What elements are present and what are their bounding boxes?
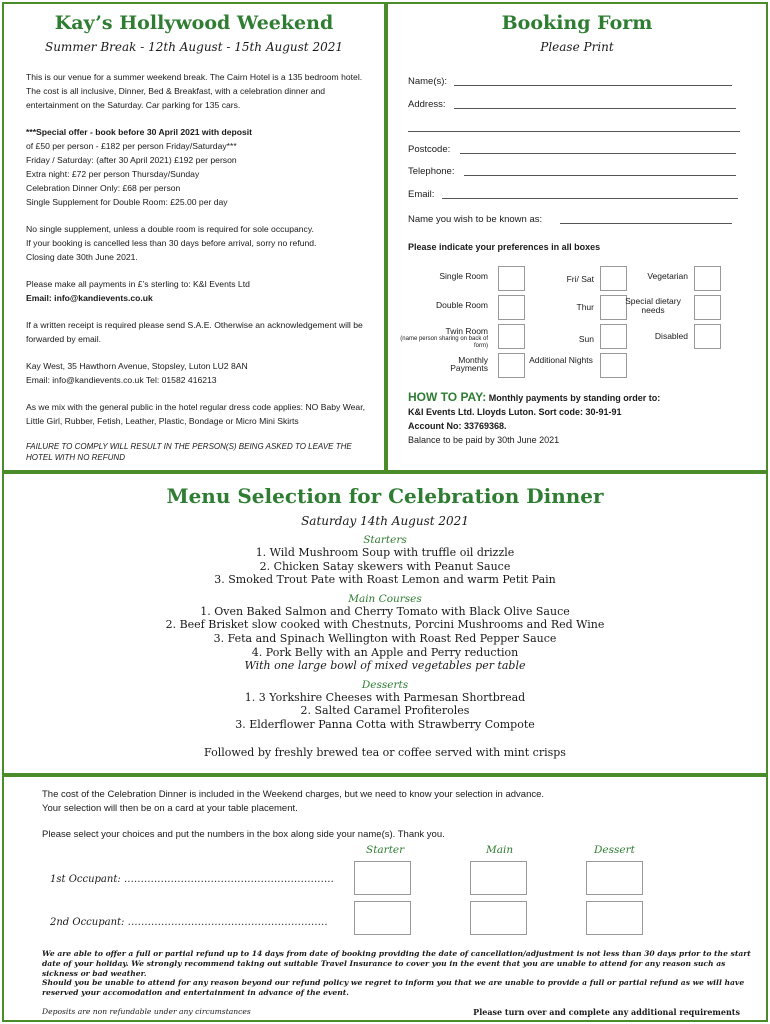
sun-label: Sun	[578, 334, 594, 344]
email-field[interactable]	[442, 189, 738, 199]
monthly-payments-box[interactable]	[498, 353, 525, 378]
offer-block: ***Special offer - book before 30 April 2021 with deposit of £50 per person - £182 per person Friday/Saturday*** Friday / Saturday: (after 30 April 2021) £192 per person Extra night: £72 per person Thursday/Sunday Celebration Dinner Only: £68 per person Single Supplement for Double Room: £25.00 per day	[26, 127, 253, 207]
disabled-box[interactable]	[694, 324, 721, 349]
starter-item: 1. Wild Mushroom Soup with truffle oil drizzle	[255, 546, 515, 559]
address-label: Address:	[408, 99, 446, 110]
double-room-box[interactable]	[498, 295, 525, 320]
sun-box[interactable]	[600, 324, 627, 349]
booking-form-panel	[386, 2, 768, 472]
additional-nights-label: Additional Nights	[529, 355, 593, 365]
dessert-item: 1. 3 Yorkshire Cheeses with Parmesan Shortbread	[244, 690, 526, 704]
vegetarian-label: Vegetarian	[647, 271, 688, 281]
unable-to-attend-policy: Should you be unable to attend for any reason beyond our refund policy we regret to inform you that we are unable to provide a full or partial refund as we will have reserved your accomodation and entertainment in advance of the event.	[42, 978, 745, 997]
names-field[interactable]	[454, 76, 732, 86]
twin-room-box[interactable]	[498, 324, 525, 349]
mains-note: With one large bowl of mixed vegetables per table	[244, 659, 526, 673]
starter-item: 3. Smoked Trout Pate with Roast Lemon and warm Petit Pain	[214, 573, 556, 587]
postcode-field[interactable]	[460, 144, 736, 154]
booking-form-title: Booking Form	[501, 12, 653, 34]
address-field-line2[interactable]	[408, 122, 740, 132]
names-label: Name(s):	[408, 76, 448, 87]
selection-panel	[2, 775, 768, 1022]
dessert-item: 3. Elderflower Panna Cotta with Strawberry Compote	[235, 717, 535, 731]
fri-sat-box[interactable]	[600, 266, 627, 291]
single-room-box[interactable]	[498, 266, 525, 291]
second-occupant-starter-box[interactable]	[354, 901, 411, 935]
preferences-title: Please indicate your preferences in all boxes	[408, 242, 601, 252]
main-item: 3. Feta and Spinach Wellington with Roast Red Pepper Sauce	[213, 631, 557, 645]
fri-sat-label: Fri/ Sat	[566, 274, 594, 284]
booking-form-subtitle: Please Print	[540, 40, 614, 54]
column-main: Main	[486, 844, 514, 856]
menu-panel	[2, 472, 768, 775]
selection-instructions: Please select your choices and put the numbers in the box along side your name(s). Thank you.	[42, 829, 445, 840]
selection-intro-2: Your selection will then be on a card at your table placement.	[42, 803, 298, 814]
column-dessert: Dessert	[594, 844, 635, 856]
dessert-item: 2. Salted Caramel Profiteroles	[300, 704, 470, 718]
telephone-field[interactable]	[464, 166, 736, 176]
main-item: 1. Oven Baked Salmon and Cherry Tomato with Black Olive Sauce	[200, 604, 570, 618]
refund-policy: We are able to offer a full or partial refund up to 14 days from date of booking providing the date of cancellation/adjustment is not less than 30 days prior to the start date of your holiday. We strongly recommend taking out suitable Travel Insurance to cover you in the event that you are unable to attend for any reason such as sickness or bad weather.	[42, 949, 751, 978]
twin-room-label: Twin Room (name person sharing on back of form)	[400, 326, 488, 349]
vegetarian-box[interactable]	[694, 266, 721, 291]
first-occupant-main-box[interactable]	[470, 861, 527, 895]
payment-block: Please make all payments in £’s sterling to: K&I Events Ltd Email: info@kandievents.co.uk	[26, 279, 250, 303]
mains-heading: Main Courses	[348, 592, 422, 605]
special-dietary-label: Special dietary needs	[625, 296, 681, 315]
event-dates: Summer Break - 12th August - 15th August 2021	[44, 40, 343, 54]
monthly-payments-label: Monthly Payments	[450, 355, 488, 373]
failure-warning: FAILURE TO COMPLY WILL RESULT IN THE PERSON(S) BEING ASKED TO LEAVE THE HOTEL WITH NO REFUND	[26, 442, 352, 462]
second-occupant-main-box[interactable]	[470, 901, 527, 935]
email-label: Email:	[408, 189, 435, 200]
double-room-label: Double Room	[436, 300, 488, 310]
policy-block: No single supplement, unless a double room is required for sole occupancy. If your booking is cancelled less than 30 days before arrival, sorry no refund. Closing date 30th June 2021.	[26, 224, 317, 262]
deposits-note: Deposits are non refundable under any circumstances	[42, 1007, 251, 1016]
menu-title: Menu Selection for Celebration Dinner	[166, 484, 604, 508]
known-as-field[interactable]	[560, 214, 732, 224]
thur-label: Thur	[576, 302, 594, 312]
first-occupant-starter-box[interactable]	[354, 861, 411, 895]
special-dietary-box[interactable]	[694, 295, 721, 320]
turn-over-note: Please turn over and complete any additional requirements	[473, 1007, 740, 1017]
menu-date: Saturday 14th August 2021	[301, 514, 469, 528]
receipt-text: If a written receipt is required please send S.A.E. Otherwise an acknowledgement will be forwarded by email.	[26, 320, 363, 344]
first-occupant-dessert-box[interactable]	[586, 861, 643, 895]
desserts-heading: Desserts	[361, 678, 409, 691]
disabled-label: Disabled	[654, 331, 688, 341]
address-field[interactable]	[454, 99, 736, 109]
menu-finish: Followed by freshly brewed tea or coffee served with mint crisps	[204, 745, 566, 759]
additional-nights-box[interactable]	[600, 353, 627, 378]
known-as-label: Name you wish to be known as:	[408, 214, 543, 225]
contact-block: Kay West, 35 Hawthorn Avenue, Stopsley, Luton LU2 8AN Email: info@kandievents.co.uk Tel: 01582 416213	[26, 361, 248, 385]
main-item: 2. Beef Brisket slow cooked with Chestnuts, Porcini Mushrooms and Red Wine	[165, 618, 605, 632]
dress-code-text: As we mix with the general public in the hotel regular dress code applies: NO Baby Wear, Little Girl, Rubber, Fetish, Leather, Plastic, Bondage or Micro Mini Skirts	[26, 402, 365, 426]
main-item: 4. Pork Belly with an Apple and Perry reduction	[251, 645, 519, 659]
selection-intro-1: The cost of the Celebration Dinner is included in the Weekend charges, but we need to know your selection in advance.	[42, 789, 545, 800]
info-panel	[2, 2, 386, 472]
column-starter: Starter	[366, 844, 405, 856]
how-to-pay-block: HOW TO PAY: Monthly payments by standing order to: K&I Events Ltd. Lloyds Luton. Sort code: 30-91-91 Account No: 33769368. Balance to be paid by 30th June 2021	[408, 390, 661, 445]
intro-text: This is our venue for a summer weekend break. The Cairn Hotel is a 135 bedroom hotel. The cost is all inclusive, Dinner, Bed & Breakfast, with a celebration dinner and entertainment on the Saturday. Car parking for 135 cars.	[26, 72, 363, 110]
postcode-label: Postcode:	[408, 144, 451, 155]
starters-heading: Starters	[363, 534, 407, 546]
first-occupant-label: 1st Occupant: ………………………………………………………	[50, 874, 334, 885]
second-occupant-dessert-box[interactable]	[586, 901, 643, 935]
telephone-label: Telephone:	[408, 166, 455, 177]
second-occupant-label: 2nd Occupant: ……………………………………………………	[50, 917, 328, 928]
starter-item: 2. Chicken Satay skewers with Peanut Sauce	[259, 559, 511, 573]
event-title: Kay’s Hollywood Weekend	[54, 12, 334, 34]
single-room-label: Single Room	[439, 271, 488, 281]
